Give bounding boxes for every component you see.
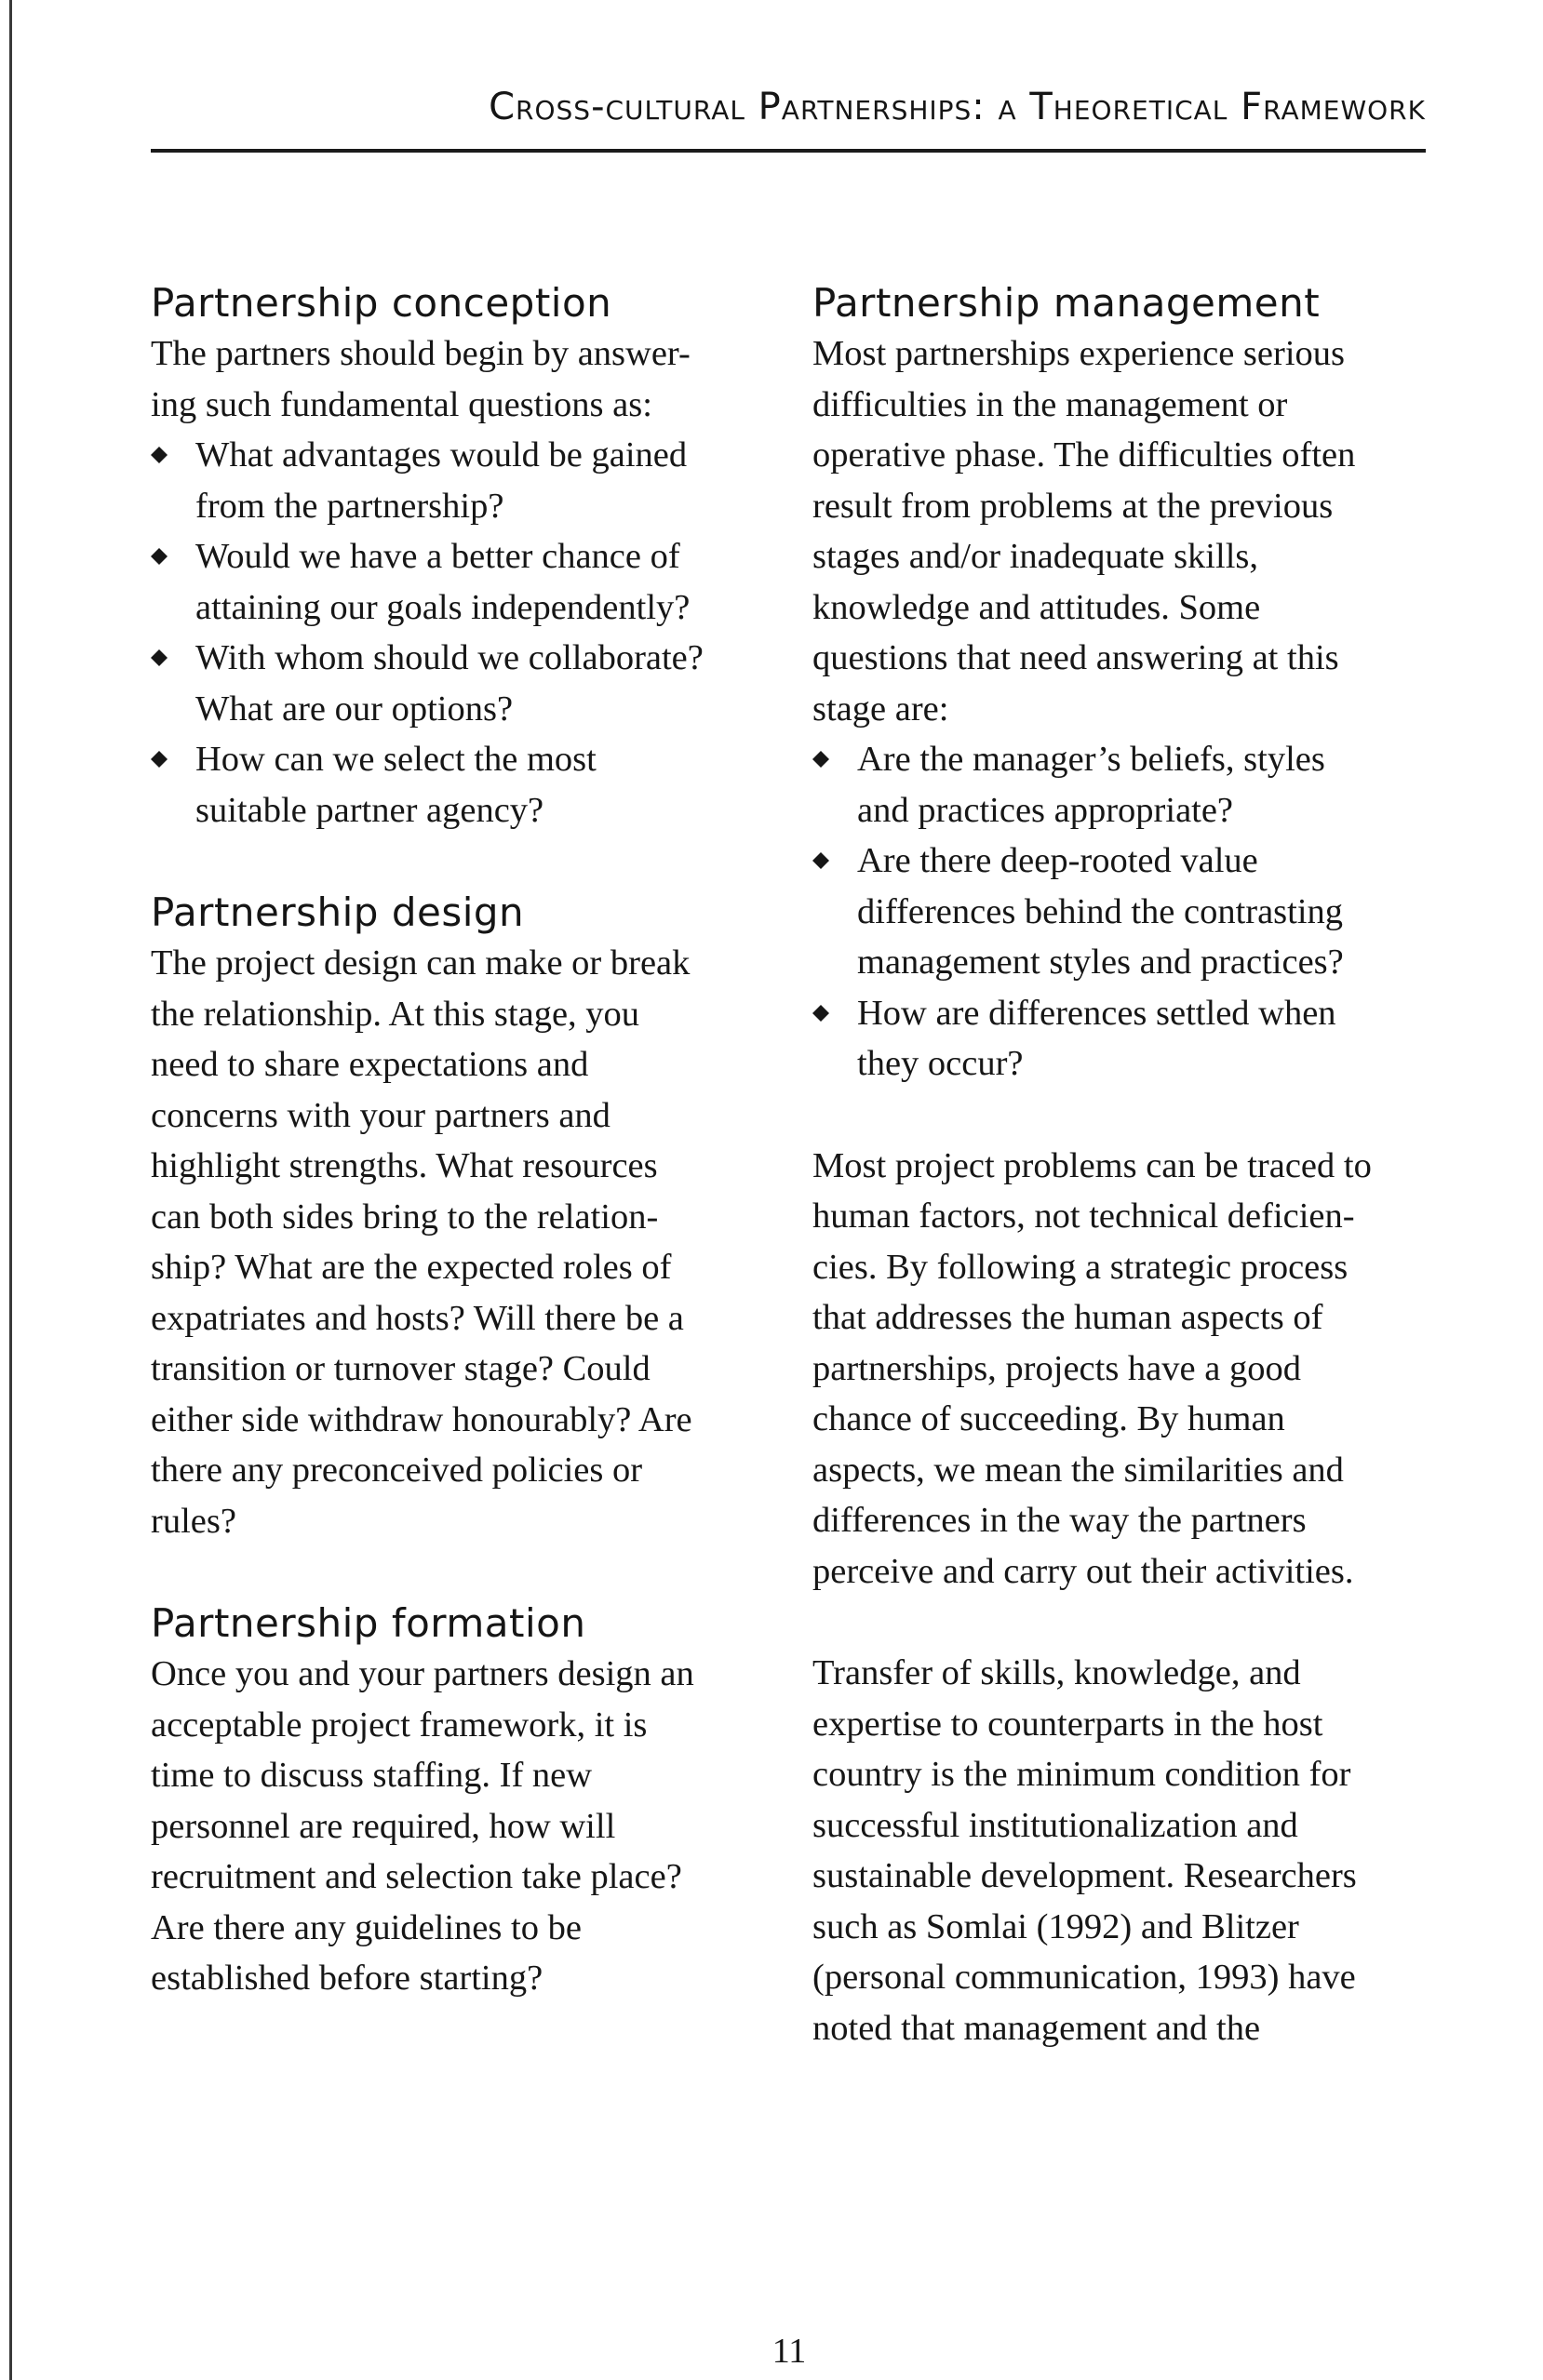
- text-line: transition or turnover stage? Could: [151, 1349, 651, 1388]
- spacer: [151, 836, 784, 887]
- spacer: [151, 1546, 784, 1598]
- management-intro: [812, 328, 1431, 734]
- text-line: highlight strengths. What resources: [151, 1146, 658, 1185]
- text-line: suitable partner agency?: [195, 790, 544, 830]
- diamond-bullet-icon: [812, 751, 829, 768]
- text-line: Would we have a better chance of: [195, 537, 680, 576]
- text-line: expatriates and hosts? Will there be a: [151, 1298, 684, 1338]
- text-line: such as Somlai (1992) and Blitzer: [812, 1906, 1299, 1946]
- section-partnership-management: [812, 277, 1445, 1090]
- text-line: there any preconceived policies or: [151, 1451, 643, 1490]
- page-edge-line: [9, 0, 12, 2380]
- conception-bullet-list: [151, 430, 784, 836]
- diamond-bullet-icon: [151, 649, 168, 666]
- page-number: 11: [772, 2332, 807, 2371]
- text-line: sustainable development. Researchers: [812, 1856, 1357, 1895]
- text-line: Are there any guidelines to be: [151, 1907, 582, 1947]
- management-bullet-list: [812, 734, 1445, 1090]
- text-line: partnerships, projects have a good: [812, 1348, 1301, 1388]
- text-line: time to discuss staffing. If new: [151, 1756, 593, 1795]
- diamond-bullet-icon: [151, 447, 168, 463]
- text-line: need to share expectations and: [151, 1045, 589, 1084]
- text-line: concerns with your partners and: [151, 1095, 610, 1135]
- text-line: Are the manager’s beliefs, styles: [857, 740, 1325, 779]
- diamond-bullet-icon: [812, 852, 829, 869]
- text-line: ship? What are the expected roles of: [151, 1248, 672, 1287]
- list-item: [812, 734, 1445, 836]
- heading-partnership-design: Partnership design: [151, 889, 525, 935]
- text-line: chance of succeeding. By human: [812, 1399, 1285, 1438]
- conception-intro: [151, 328, 784, 430]
- spacer: [812, 1090, 1445, 1141]
- text-line: operative phase. The difficulties often: [812, 435, 1356, 475]
- list-item: [151, 430, 784, 531]
- text-line: (personal communication, 1993) have: [812, 1958, 1356, 1997]
- text-line: expertise to counterparts in the host: [812, 1704, 1323, 1744]
- text-line: stages and/or inadequate skills,: [812, 537, 1258, 576]
- header-rule: [151, 149, 1426, 153]
- text-line: aspects, we mean the similarities and: [812, 1450, 1344, 1490]
- list-item: [812, 988, 1445, 1090]
- text-line: human factors, not technical deficien-: [812, 1197, 1355, 1236]
- text-line: the relationship. At this stage, you: [151, 994, 640, 1034]
- text-line: attaining our goals independently?: [195, 587, 691, 627]
- text-line: How can we select the most: [195, 740, 597, 779]
- text-line: acceptable project framework, it is: [151, 1705, 648, 1745]
- heading-partnership-conception: Partnership conception: [151, 280, 612, 326]
- spacer: [812, 1597, 1445, 1648]
- left-column: [151, 277, 784, 2004]
- list-item: [812, 836, 1445, 988]
- text-line: personnel are required, how will: [151, 1806, 616, 1846]
- diamond-bullet-icon: [812, 1005, 829, 1022]
- text-line: What advantages would be gained: [195, 435, 688, 475]
- design-paragraph: [151, 938, 784, 1546]
- text-line: Are there deep-rooted value: [857, 841, 1258, 880]
- text-line: they occur?: [857, 1044, 1024, 1083]
- list-item: [151, 531, 784, 633]
- text-line: that addresses the human aspects of: [812, 1298, 1323, 1337]
- text-line: either side withdraw honourably? Are: [151, 1399, 692, 1439]
- section-partnership-formation: [151, 1598, 784, 2004]
- running-head: Cross-cultural Partnerships: a Theoretical Framework: [489, 86, 1426, 128]
- text-line: successful institutionalization and: [812, 1805, 1298, 1845]
- list-item: [151, 734, 784, 836]
- transfer-paragraph: [812, 1648, 1431, 2053]
- heading-partnership-management: Partnership management: [812, 280, 1321, 326]
- text-line: country is the minimum condition for: [812, 1755, 1351, 1794]
- text-line: stage are:: [812, 689, 949, 729]
- text-line: With whom should we collaborate?: [195, 638, 704, 677]
- text-line: Most project problems can be traced to: [812, 1145, 1372, 1185]
- text-line: result from problems at the previous: [812, 486, 1334, 526]
- text-line: The project design can make or break: [151, 943, 691, 983]
- text-line: How are differences settled when: [857, 993, 1336, 1033]
- text-line: can both sides bring to the relation-: [151, 1197, 659, 1237]
- text-line: difficulties in the management or: [812, 384, 1288, 424]
- diamond-bullet-icon: [151, 548, 168, 565]
- text-line: questions that need answering at this: [812, 638, 1339, 677]
- human-factors-paragraph: [812, 1141, 1431, 1598]
- section-partnership-design: [151, 887, 784, 1546]
- right-column: [812, 277, 1445, 2053]
- text-line: Once you and your partners design an: [151, 1654, 694, 1693]
- list-item: [151, 633, 784, 734]
- text-line: perceive and carry out their activities.: [812, 1551, 1354, 1591]
- text-line: rules?: [151, 1501, 236, 1541]
- text-line: ing such fundamental questions as:: [151, 384, 652, 424]
- text-line: The partners should begin by answer-: [151, 334, 691, 373]
- text-line: What are our options?: [195, 689, 514, 729]
- text-line: established before starting?: [151, 1959, 543, 1998]
- formation-paragraph: [151, 1649, 784, 2004]
- text-line: recruitment and selection take place?: [151, 1857, 682, 1896]
- section-partnership-conception: [151, 277, 784, 836]
- text-line: noted that management and the: [812, 2008, 1261, 2048]
- text-line: knowledge and attitudes. Some: [812, 587, 1261, 627]
- text-line: differences in the way the partners: [812, 1501, 1307, 1540]
- text-line: from the partnership?: [195, 486, 504, 526]
- diamond-bullet-icon: [151, 751, 168, 768]
- text-line: cies. By following a strategic process: [812, 1247, 1348, 1287]
- text-line: differences behind the contrasting: [857, 891, 1344, 931]
- heading-partnership-formation: Partnership formation: [151, 1600, 586, 1646]
- text-line: management styles and practices?: [857, 943, 1344, 982]
- text-line: Transfer of skills, knowledge, and: [812, 1653, 1301, 1692]
- text-line: Most partnerships experience serious: [812, 334, 1345, 373]
- text-line: and practices appropriate?: [857, 790, 1234, 830]
